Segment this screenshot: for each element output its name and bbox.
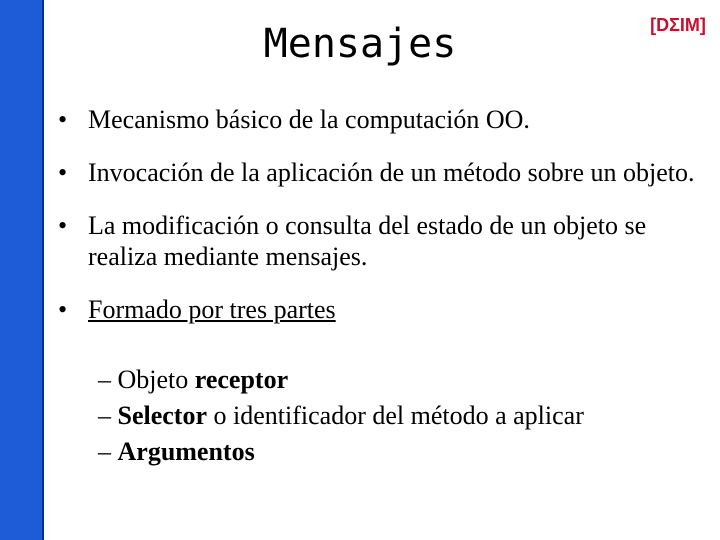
dash: – <box>98 365 111 394</box>
dsim-logo-text: [DΣIM] <box>650 15 706 35</box>
sub-item-text: o identificador del método a aplicar <box>207 401 584 430</box>
bullet-dot: • <box>58 211 68 240</box>
bullet-dot: • <box>58 105 68 134</box>
bullet-item <box>58 294 698 325</box>
left-sidebar-band <box>0 0 44 540</box>
sub-item-bold: Argumentos <box>117 437 255 466</box>
bullet-dot: • <box>58 295 68 324</box>
sub-item-text: Objeto <box>117 365 195 394</box>
bullet-text: Mecanismo básico de la computación OO. <box>88 105 530 134</box>
bullet-item <box>58 104 698 135</box>
dash: – <box>98 437 111 466</box>
bullet-list <box>58 104 698 347</box>
sub-item-argumentos <box>98 434 698 470</box>
dash: – <box>98 401 111 430</box>
sub-item-receptor <box>98 362 698 398</box>
sub-item-list <box>98 362 698 470</box>
bullet-item <box>58 210 698 272</box>
bullet-text: La modificación o consulta del estado de un objeto se realiza mediante mensajes. <box>88 211 647 271</box>
bullet-dot: • <box>58 158 68 187</box>
bullet-text-underlined: Formado por tres partes <box>88 295 336 324</box>
sub-item-bold: Selector <box>117 401 208 430</box>
slide-title: Mensajes <box>263 21 457 67</box>
bullet-item <box>58 157 698 188</box>
dsim-logo <box>648 10 708 38</box>
sub-item-selector <box>98 398 698 434</box>
sub-item-bold: receptor <box>194 365 289 394</box>
bullet-text: Invocación de la aplicación de un método sobre un objeto. <box>88 158 695 187</box>
